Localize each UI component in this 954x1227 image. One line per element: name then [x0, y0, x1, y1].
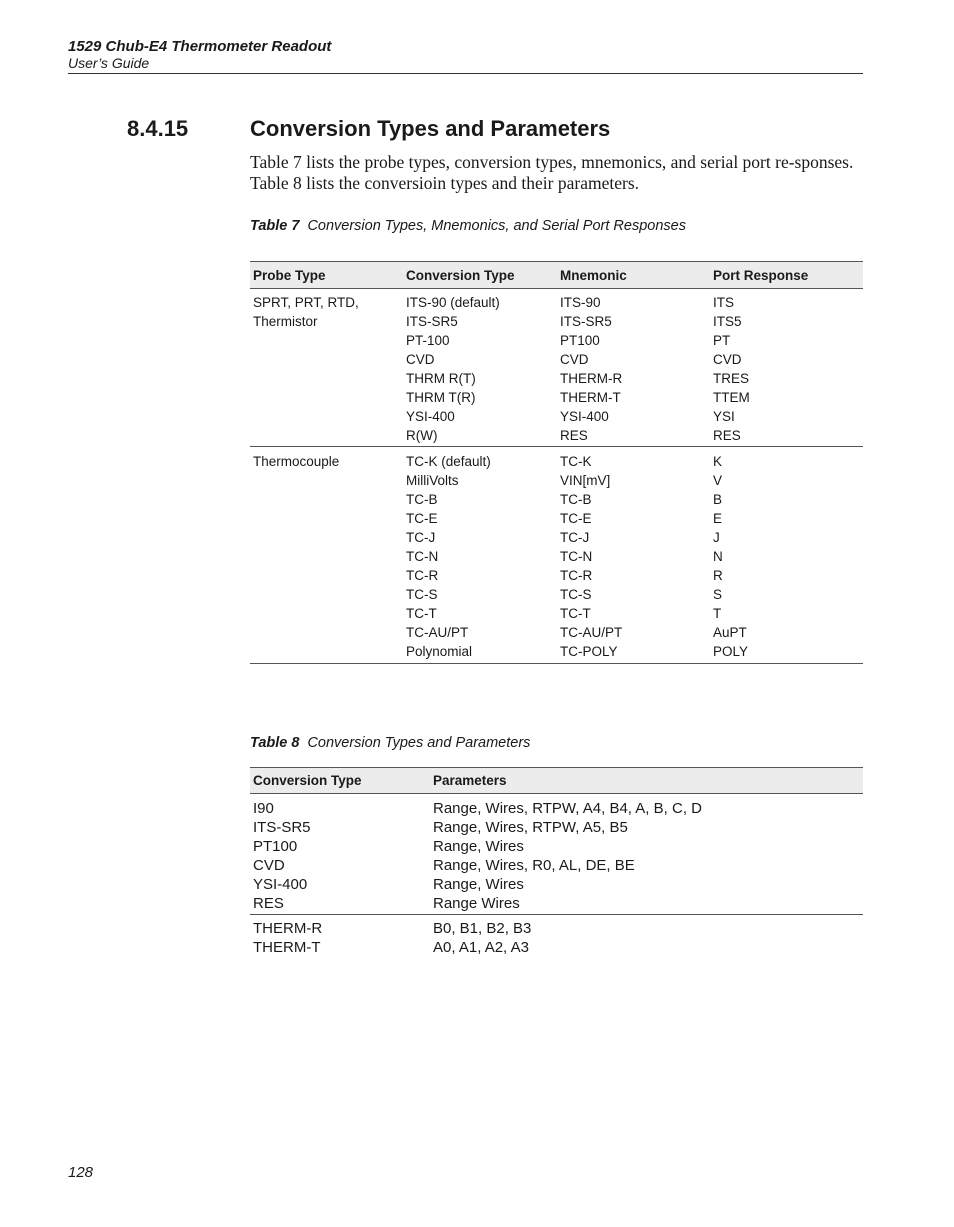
table-cell: TC-B	[406, 492, 438, 507]
table-cell: THERM-T	[560, 390, 621, 405]
table-cell: RES	[560, 428, 588, 443]
page-number: 128	[68, 1164, 94, 1181]
table7-row-group	[250, 289, 863, 447]
table7	[250, 261, 863, 664]
table-cell: R	[713, 568, 723, 583]
table-cell: K	[713, 454, 723, 469]
table-cell: ITS-90	[560, 295, 601, 310]
table-cell: RES	[713, 428, 741, 443]
table-cell: TC-J	[406, 530, 436, 545]
table-cell: TC-K (default)	[406, 454, 491, 469]
table-cell: THRM R(T)	[406, 371, 476, 386]
table-cell: Range, Wires	[433, 876, 524, 893]
table7-header-probe-type: Probe Type	[253, 267, 326, 283]
table8	[250, 767, 863, 957]
table7-caption-number: Table 7	[250, 218, 300, 234]
table7-body	[250, 289, 863, 664]
table-cell: Range, Wires	[433, 838, 524, 855]
table-cell: TC-AU/PT	[560, 625, 623, 640]
port-response-cell	[710, 293, 863, 445]
table-cell: ITS	[713, 295, 735, 310]
table-cell: TC-E	[406, 511, 438, 526]
mnemonic-cell	[557, 293, 710, 445]
table-cell: PT100	[560, 333, 600, 348]
table-cell: THERM-R	[253, 920, 323, 937]
table-cell: Range, Wires, RTPW, A5, B5	[433, 819, 628, 836]
table-cell: AuPT	[713, 625, 747, 640]
table-cell: TC-K	[560, 454, 592, 469]
table-cell: T	[713, 606, 722, 621]
table-cell: Range, Wires, R0, AL, DE, BE	[433, 857, 635, 874]
section-number: 8.4.15	[127, 116, 189, 141]
table-cell: VIN[mV]	[560, 473, 611, 488]
table8-header-row	[250, 767, 863, 794]
table-cell: PT	[713, 333, 731, 348]
intro-paragraph: Table 7 lists the probe types, conversion types, mnemonics, and serial port re-sponses. Table 8 lists the conversioin types and their parameters.	[250, 152, 854, 193]
table7-header-row	[250, 261, 863, 289]
running-header	[68, 38, 863, 72]
table-cell: THERM-T	[253, 939, 321, 956]
table8-caption-number: Table 8	[250, 735, 300, 751]
header-title: 1529 Chub-E4 Thermometer Readout	[68, 38, 332, 55]
table-cell: RES	[253, 895, 284, 912]
conversion-type-cell	[403, 293, 557, 445]
table7-header-port-response: Port Response	[713, 267, 809, 283]
table-cell: I90	[253, 800, 274, 817]
table-cell: SPRT, PRT, RTD,	[253, 295, 359, 310]
table-cell: CVD	[713, 352, 742, 367]
table-cell: ITS-90 (default)	[406, 295, 500, 310]
table-cell: CVD	[560, 352, 589, 367]
table8-header-parameters: Parameters	[433, 773, 507, 788]
table8-row-group	[250, 915, 863, 957]
mnemonic-cell	[557, 452, 710, 661]
table-cell: TC-S	[560, 587, 592, 602]
table7-header-mnemonic: Mnemonic	[560, 267, 627, 283]
section-title: Conversion Types and Parameters	[250, 116, 611, 141]
table-cell: Thermocouple	[253, 454, 340, 469]
conversion-type-cell	[250, 799, 430, 913]
table-cell: PT100	[253, 838, 298, 855]
table-cell: THERM-R	[560, 371, 623, 386]
table-cell: TC-AU/PT	[406, 625, 469, 640]
table7-caption-text: Conversion Types, Mnemonics, and Serial Port Responses	[307, 218, 686, 234]
table-cell: TC-B	[560, 492, 592, 507]
table-cell: THRM T(R)	[406, 390, 476, 405]
table-cell: ITS-SR5	[253, 819, 311, 836]
table8-header-conversion-type: Conversion Type	[253, 773, 362, 788]
parameters-cell	[430, 799, 863, 913]
table-cell: TC-R	[560, 568, 593, 583]
table7-row-group	[250, 447, 863, 664]
table-cell: TC-N	[406, 549, 439, 564]
table-cell: TC-R	[406, 568, 439, 583]
table-cell: YSI-400	[406, 409, 455, 424]
conversion-type-cell	[403, 452, 557, 661]
table-cell: N	[713, 549, 723, 564]
table-cell: ITS5	[713, 314, 742, 329]
table-cell: Thermistor	[253, 314, 318, 329]
table-cell: R(W)	[406, 428, 438, 443]
probe-type-cell	[250, 293, 403, 445]
table-cell: TC-POLY	[560, 644, 618, 659]
table-cell: Polynomial	[406, 644, 473, 659]
table-cell: YSI-400	[560, 409, 609, 424]
table-cell: YSI	[713, 409, 735, 424]
table-cell: TC-T	[406, 606, 437, 621]
table-cell: V	[713, 473, 723, 488]
table-cell: ITS-SR5	[406, 314, 458, 329]
table8-body	[250, 794, 863, 957]
table8-row-group	[250, 794, 863, 915]
table-cell: CVD	[406, 352, 435, 367]
table-cell: PT-100	[406, 333, 450, 348]
table8-caption-text: Conversion Types and Parameters	[307, 735, 531, 751]
probe-type-cell	[250, 452, 403, 661]
header-subtitle: User’s Guide	[68, 55, 150, 71]
table7-caption	[250, 218, 686, 234]
table-cell: J	[713, 530, 720, 545]
conversion-type-cell	[250, 919, 430, 957]
table-cell: TC-T	[560, 606, 591, 621]
table7-header-conversion-type: Conversion Type	[406, 267, 515, 283]
table-cell: E	[713, 511, 723, 526]
table-cell: ITS-SR5	[560, 314, 612, 329]
table-cell: YSI-400	[253, 876, 308, 893]
table-cell: B	[713, 492, 723, 507]
table-cell: Range Wires	[433, 895, 520, 912]
table-cell: TTEM	[713, 390, 750, 405]
table-cell: TC-S	[406, 587, 438, 602]
table-cell: B0, B1, B2, B3	[433, 920, 532, 937]
port-response-cell	[710, 452, 863, 661]
table-cell: TC-N	[560, 549, 593, 564]
header-rule	[68, 73, 863, 74]
table-cell: Range, Wires, RTPW, A4, B4, A, B, C, D	[433, 800, 702, 817]
table-cell: TC-E	[560, 511, 592, 526]
table-cell: A0, A1, A2, A3	[433, 939, 529, 956]
table8-caption	[250, 735, 530, 751]
table-cell: CVD	[253, 857, 285, 874]
table-cell: TRES	[713, 371, 750, 386]
table-cell: MilliVolts	[406, 473, 459, 488]
table-cell: TC-J	[560, 530, 590, 545]
table-cell: POLY	[713, 644, 749, 659]
parameters-cell	[430, 919, 863, 957]
table-cell: S	[713, 587, 723, 602]
